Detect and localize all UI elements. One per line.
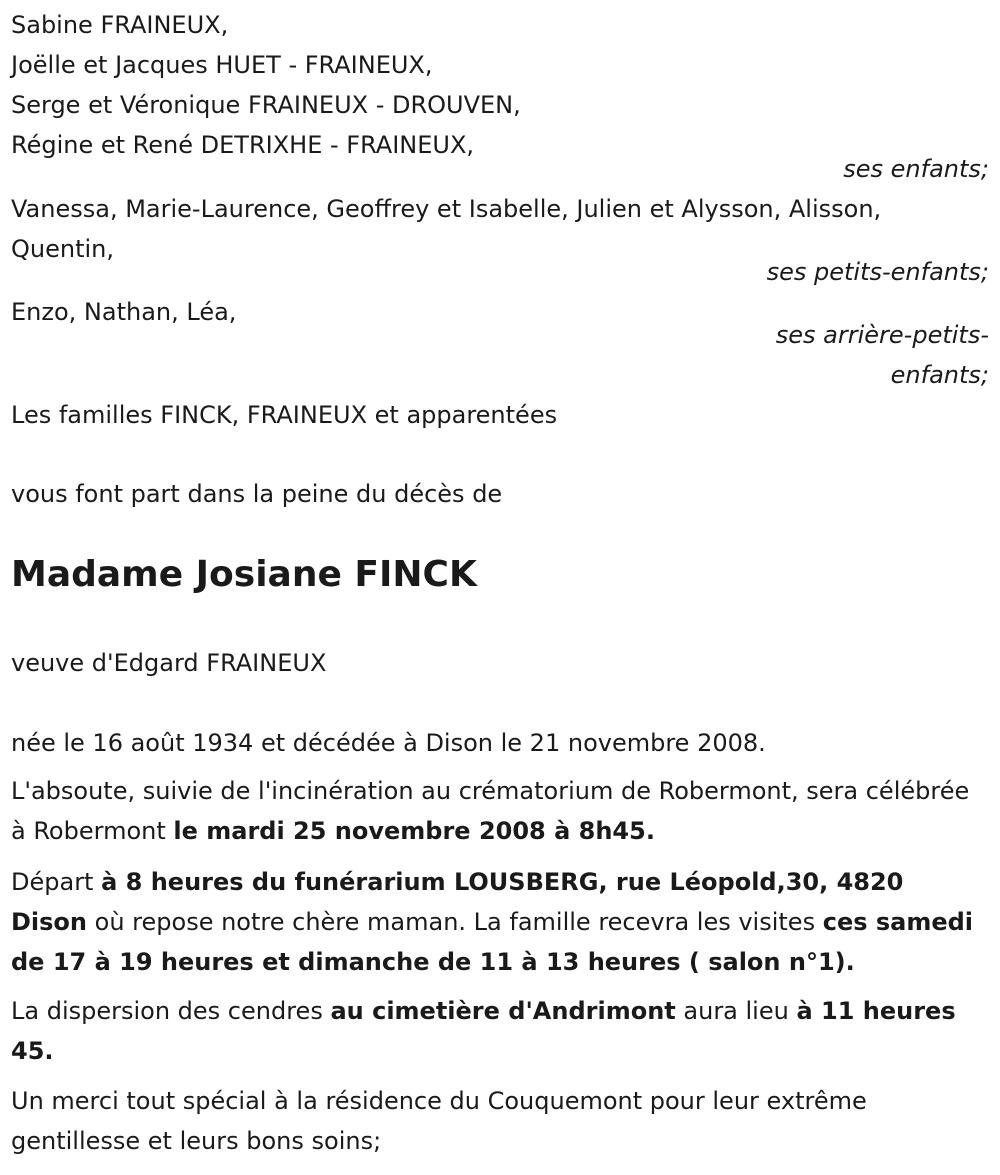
widow-of: veuve d'Edgard FRAINEUX: [11, 649, 327, 677]
departure-paragraph: [11, 862, 976, 982]
grandchildren-label: ses petits-enfants;: [766, 258, 989, 286]
great-grandchildren-label: enfants;: [890, 361, 989, 389]
deceased-name: Madame Josiane FINCK: [11, 554, 477, 595]
grandchildren-names: Quentin,: [11, 235, 114, 263]
dispersion-time: à 11 heures 45.: [11, 997, 956, 1065]
dispersion-place: au cimetière d'Andrimont: [330, 997, 676, 1025]
child-name: Joëlle et Jacques HUET - FRAINEUX,: [11, 51, 433, 79]
families-line: Les familles FINCK, FRAINEUX et apparentées: [11, 401, 558, 429]
dispersion-paragraph: [11, 991, 976, 1071]
dispersion-text: La dispersion des cendres: [11, 997, 331, 1025]
children-label: ses enfants;: [843, 155, 989, 183]
ceremony-date: le mardi 25 novembre 2008 à 8h45.: [173, 817, 655, 845]
visiting-hours: ces samedi de 17 à 19 heures et dimanche de 11 à 13 heures ( salon n°1).: [11, 908, 974, 976]
thanks-paragraph: Un merci tout spécial à la résidence du Couquemont pour leur extrême gentillesse et leurs bons soins;: [11, 1087, 867, 1155]
dispersion-text: aura lieu: [675, 997, 797, 1025]
birth-death-dates: née le 16 août 1934 et décédée à Dison le 21 novembre 2008.: [11, 729, 766, 757]
departure-place: à 8 heures du funérarium LOUSBERG, rue Léopold,30, 4820 Dison: [11, 868, 904, 936]
departure-text: où repose notre chère maman. La famille recevra les visites: [87, 908, 823, 936]
departure-text: Départ: [11, 868, 102, 896]
grandchildren-names: Vanessa, Marie-Laurence, Geoffrey et Isabelle, Julien et Alysson, Alisson,: [11, 195, 882, 223]
announcement: vous font part dans la peine du décès de: [11, 480, 503, 508]
ceremony-paragraph: [11, 771, 976, 851]
child-name: Régine et René DETRIXHE - FRAINEUX,: [11, 131, 475, 159]
great-grandchildren-names: Enzo, Nathan, Léa,: [11, 298, 237, 326]
ceremony-text: L'absoute, suivie de l'incinération au crématorium de Robermont, sera célébrée à Robermont: [11, 777, 970, 845]
child-name: Serge et Véronique FRAINEUX - DROUVEN,: [11, 91, 521, 119]
great-grandchildren-label: ses arrière-petits-: [775, 321, 989, 349]
child-name: Sabine FRAINEUX,: [11, 11, 229, 39]
